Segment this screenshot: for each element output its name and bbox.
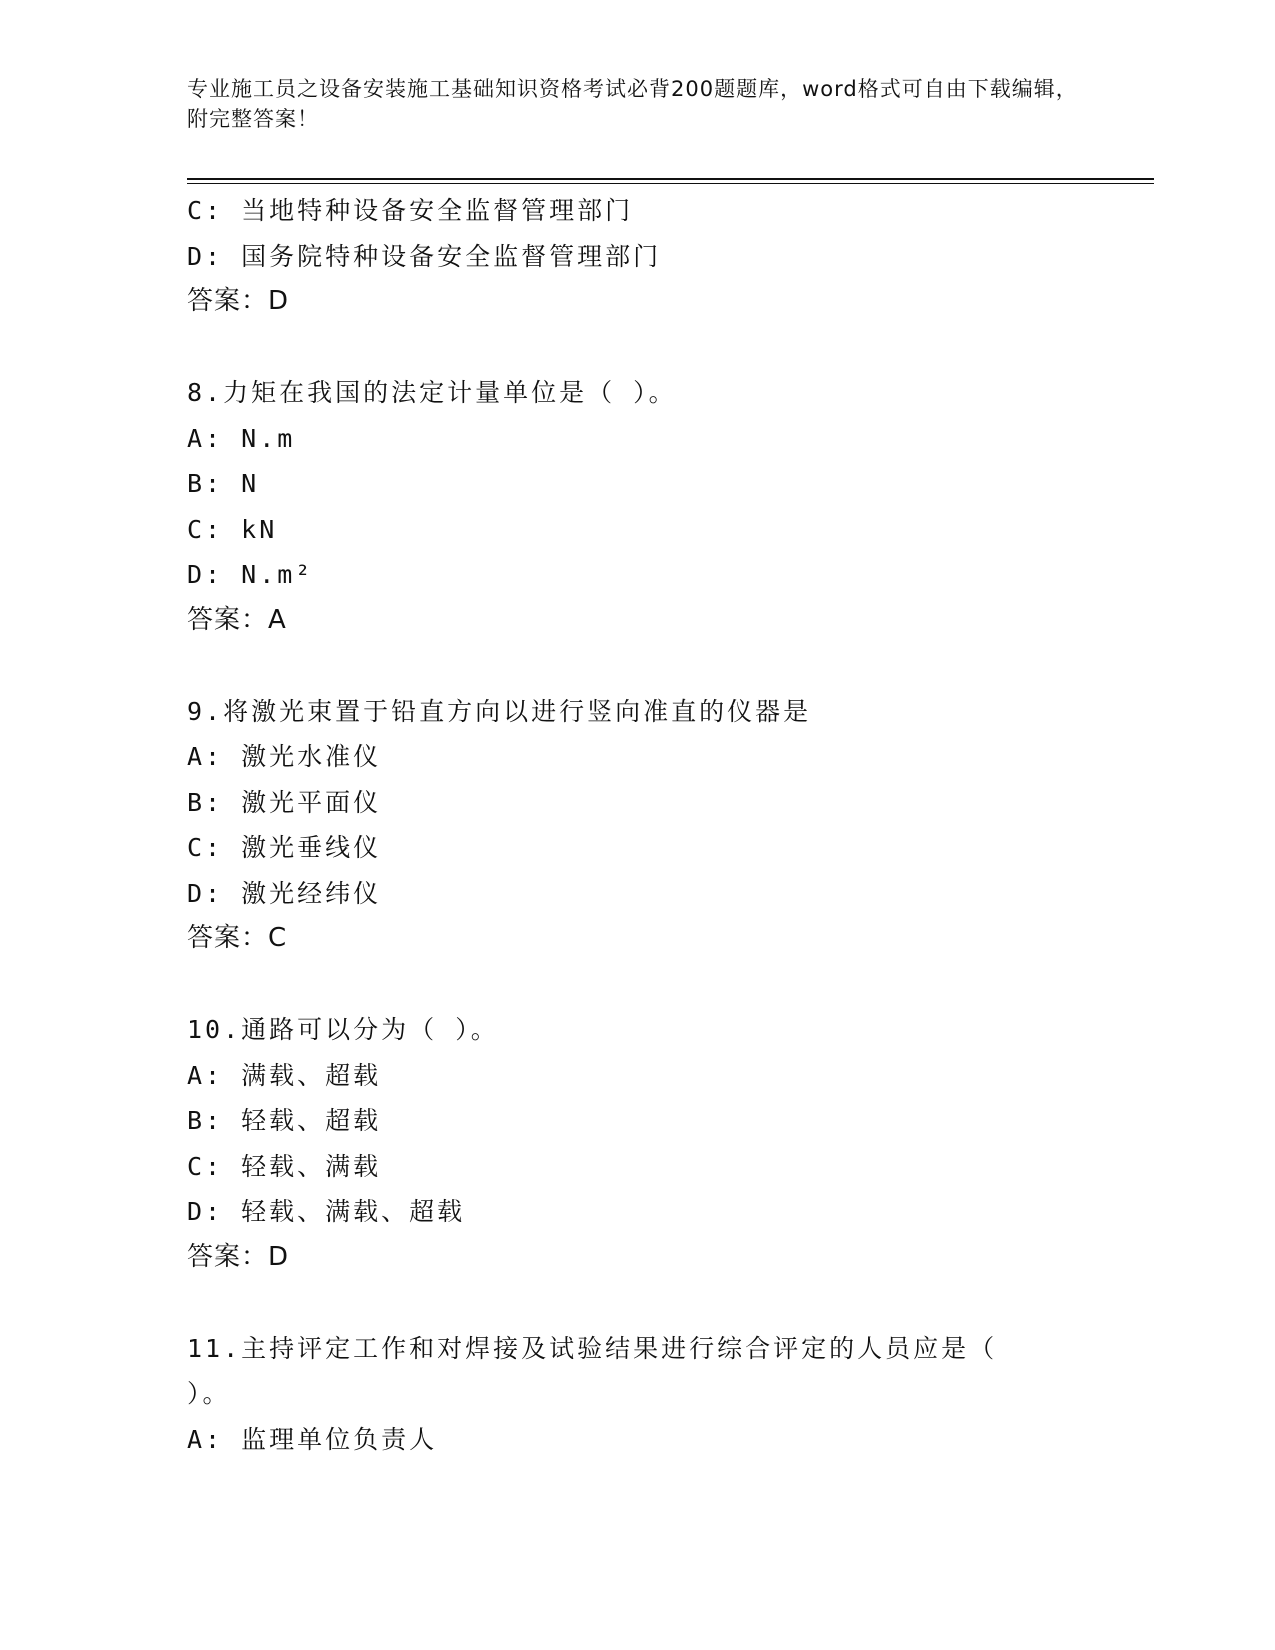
option-c: C: kN — [187, 514, 278, 544]
option-a: A: N.m — [187, 423, 296, 453]
question-list — [187, 188, 1087, 1462]
question-text: 9.将激光束置于铅直方向以进行竖向准直的仪器是 — [187, 696, 812, 726]
header-divider-thick — [187, 178, 1154, 180]
answer: 答案：A — [187, 604, 287, 635]
option-d: D: 国务院特种设备安全监督管理部门 — [187, 241, 662, 271]
question-text: 11.主持评定工作和对焊接及试验结果进行综合评定的人员应是（ ）。 — [187, 1333, 998, 1408]
option-c: C: 当地特种设备安全监督管理部门 — [187, 196, 634, 225]
option-a: A: 监理单位负责人 — [187, 1424, 438, 1454]
option-a: A: 激光水准仪 — [187, 742, 382, 771]
option-d: D: N.m² — [187, 560, 314, 589]
document-header: 专业施工员之设备安装施工基础知识资格考试必背200题题库，word格式可自由下载编辑，附完整答案！ — [187, 77, 1078, 131]
option-d: D: 激光经纬仪 — [187, 878, 382, 908]
question-block-9 — [187, 689, 1087, 962]
option-c: C: 激光垂线仪 — [187, 833, 382, 862]
answer: 答案：C — [187, 923, 288, 953]
option-b: B: N — [187, 469, 260, 498]
question-text: 8.力矩在我国的法定计量单位是（ ）。 — [187, 378, 677, 407]
question-block-7-tail — [187, 188, 1087, 325]
header-divider-thin — [187, 183, 1154, 184]
question-block-10 — [187, 1007, 1087, 1280]
answer: 答案：D — [187, 1241, 290, 1272]
question-text: 10.通路可以分为（ ）。 — [187, 1015, 499, 1044]
option-a: A: 满载、超载 — [187, 1060, 382, 1090]
answer: 答案：D — [187, 286, 290, 316]
question-block-11 — [187, 1326, 1087, 1463]
option-c: C: 轻载、满载 — [187, 1151, 382, 1181]
option-b: B: 激光平面仪 — [187, 787, 382, 817]
question-block-8 — [187, 370, 1087, 643]
option-d: D: 轻载、满载、超载 — [187, 1197, 466, 1226]
option-b: B: 轻载、超载 — [187, 1106, 382, 1135]
